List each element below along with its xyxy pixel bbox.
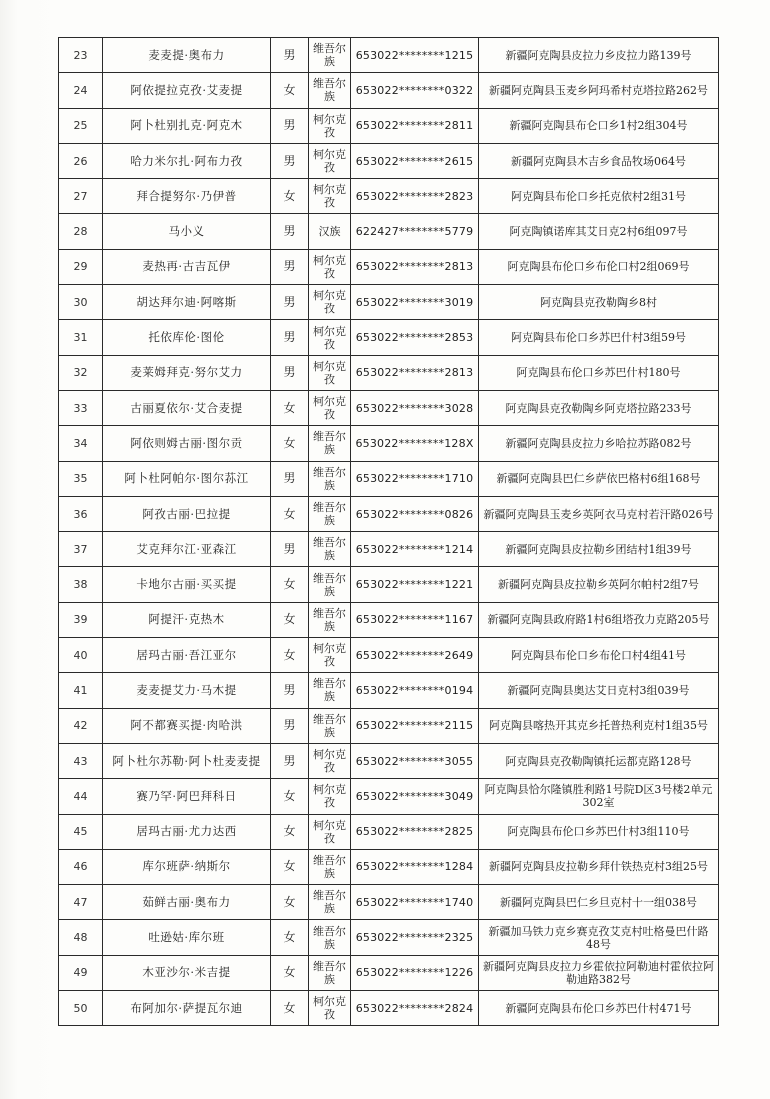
person-name-cell: 阿提汗·克热木 [103, 602, 271, 637]
id-number-cell: 653022********2823 [351, 179, 479, 214]
gender-cell: 男 [271, 108, 309, 143]
ethnicity-cell: 柯尔克孜 [309, 814, 351, 849]
table-row [59, 496, 719, 531]
row-number-cell: 48 [59, 920, 103, 955]
address-cell: 阿克陶县布伦口乡布伦口村4组41号 [479, 638, 719, 673]
row-number-cell: 23 [59, 38, 103, 73]
person-name-cell: 胡达拜尔迪·阿喀斯 [103, 285, 271, 320]
row-number-cell: 39 [59, 602, 103, 637]
address-cell: 阿克陶县克孜勒陶镇托运都克路128号 [479, 743, 719, 778]
person-name-cell: 阿孜古丽·巴拉提 [103, 496, 271, 531]
table-row [59, 285, 719, 320]
row-number-cell: 44 [59, 779, 103, 814]
address-cell: 新疆加马铁力克乡赛克孜艾克村吐格曼巴什路48号 [479, 920, 719, 955]
address-cell: 新疆阿克陶县玉麦乡英阿衣马克村若汗路026号 [479, 496, 719, 531]
address-cell: 新疆阿克陶县巴仁乡萨依巴格村6组168号 [479, 461, 719, 496]
address-cell: 新疆阿克陶县皮拉力乡霍依拉阿勒迪村霍依拉阿勒迪路382号 [479, 955, 719, 990]
address-cell: 阿克陶镇诺库其艾日克2村6组097号 [479, 214, 719, 249]
ethnicity-cell: 维吾尔族 [309, 38, 351, 73]
gender-cell: 女 [271, 179, 309, 214]
address-cell: 阿克陶县克孜勒陶乡8村 [479, 285, 719, 320]
gender-cell: 男 [271, 249, 309, 284]
person-name-cell: 麦莱姆拜克·努尔艾力 [103, 355, 271, 390]
row-number-cell: 36 [59, 496, 103, 531]
gender-cell: 女 [271, 779, 309, 814]
address-cell: 新疆阿克陶县巴仁乡旦克村十一组038号 [479, 885, 719, 920]
ethnicity-cell: 维吾尔族 [309, 426, 351, 461]
row-number-cell: 30 [59, 285, 103, 320]
row-number-cell: 35 [59, 461, 103, 496]
address-cell: 阿克陶县恰尔隆镇胜利路1号院D区3号楼2单元302室 [479, 779, 719, 814]
ethnicity-cell: 柯尔克孜 [309, 108, 351, 143]
id-number-cell: 653022********2824 [351, 991, 479, 1026]
id-number-cell: 653022********2853 [351, 320, 479, 355]
id-number-cell: 653022********1214 [351, 532, 479, 567]
ethnicity-cell: 柯尔克孜 [309, 638, 351, 673]
table-row [59, 920, 719, 955]
person-name-cell: 布阿加尔·萨提瓦尔迪 [103, 991, 271, 1026]
address-cell: 新疆阿克陶县木吉乡食品牧场064号 [479, 143, 719, 178]
id-number-cell: 653022********1710 [351, 461, 479, 496]
table-row [59, 108, 719, 143]
ethnicity-cell: 维吾尔族 [309, 73, 351, 108]
row-number-cell: 41 [59, 673, 103, 708]
row-number-cell: 42 [59, 708, 103, 743]
ethnicity-cell: 维吾尔族 [309, 708, 351, 743]
table-row [59, 673, 719, 708]
gender-cell: 女 [271, 991, 309, 1026]
table-row [59, 567, 719, 602]
row-number-cell: 40 [59, 638, 103, 673]
row-number-cell: 28 [59, 214, 103, 249]
row-number-cell: 34 [59, 426, 103, 461]
table-row [59, 708, 719, 743]
id-number-cell: 653022********2811 [351, 108, 479, 143]
table-row [59, 885, 719, 920]
row-number-cell: 38 [59, 567, 103, 602]
ethnicity-cell: 柯尔克孜 [309, 390, 351, 425]
row-number-cell: 45 [59, 814, 103, 849]
person-name-cell: 麦麦提艾力·马木提 [103, 673, 271, 708]
address-cell: 新疆阿克陶县皮拉力乡哈拉苏路082号 [479, 426, 719, 461]
ethnicity-cell: 维吾尔族 [309, 885, 351, 920]
gender-cell: 女 [271, 496, 309, 531]
person-name-cell: 阿不都赛买提·肉哈洪 [103, 708, 271, 743]
id-number-cell: 653022********0194 [351, 673, 479, 708]
ethnicity-cell: 柯尔克孜 [309, 779, 351, 814]
row-number-cell: 31 [59, 320, 103, 355]
table-row [59, 143, 719, 178]
gender-cell: 男 [271, 673, 309, 708]
row-number-cell: 50 [59, 991, 103, 1026]
table-row [59, 814, 719, 849]
id-number-cell: 653022********1167 [351, 602, 479, 637]
person-name-cell: 木亚沙尔·米吉提 [103, 955, 271, 990]
ethnicity-cell: 维吾尔族 [309, 567, 351, 602]
id-number-cell: 653022********3019 [351, 285, 479, 320]
table-row [59, 991, 719, 1026]
table-row [59, 602, 719, 637]
gender-cell: 男 [271, 532, 309, 567]
row-number-cell: 32 [59, 355, 103, 390]
address-cell: 新疆阿克陶县奥达艾日克村3组039号 [479, 673, 719, 708]
gender-cell: 男 [271, 143, 309, 178]
person-name-cell: 麦麦提·奥布力 [103, 38, 271, 73]
roster-table-body [59, 38, 719, 1026]
table-row [59, 38, 719, 73]
table-row [59, 214, 719, 249]
roster-table [58, 37, 719, 1026]
ethnicity-cell: 维吾尔族 [309, 955, 351, 990]
ethnicity-cell: 柯尔克孜 [309, 143, 351, 178]
ethnicity-cell: 汉族 [309, 214, 351, 249]
ethnicity-cell: 维吾尔族 [309, 496, 351, 531]
row-number-cell: 46 [59, 849, 103, 884]
id-number-cell: 653022********2615 [351, 143, 479, 178]
id-number-cell: 653022********2813 [351, 355, 479, 390]
ethnicity-cell: 柯尔克孜 [309, 249, 351, 284]
person-name-cell: 居玛古丽·吾江亚尔 [103, 638, 271, 673]
gender-cell: 男 [271, 38, 309, 73]
address-cell: 阿克陶县布伦口乡苏巴什村3组59号 [479, 320, 719, 355]
person-name-cell: 拜合提努尔·乃伊普 [103, 179, 271, 214]
table-row [59, 955, 719, 990]
gender-cell: 男 [271, 285, 309, 320]
row-number-cell: 24 [59, 73, 103, 108]
address-cell: 新疆阿克陶县政府路1村6组塔孜力克路205号 [479, 602, 719, 637]
person-name-cell: 古丽夏依尔·艾合麦提 [103, 390, 271, 425]
gender-cell: 女 [271, 638, 309, 673]
id-number-cell: 653022********2325 [351, 920, 479, 955]
table-row [59, 532, 719, 567]
gender-cell: 男 [271, 214, 309, 249]
address-cell: 新疆阿克陶县皮拉勒乡英阿尔帕村2组7号 [479, 567, 719, 602]
id-number-cell: 653022********2649 [351, 638, 479, 673]
ethnicity-cell: 维吾尔族 [309, 461, 351, 496]
address-cell: 新疆阿克陶县玉麦乡阿玛希村克塔拉路262号 [479, 73, 719, 108]
person-name-cell: 阿依则姆古丽·图尔贡 [103, 426, 271, 461]
person-name-cell: 吐逊姑·库尔班 [103, 920, 271, 955]
id-number-cell: 653022********1215 [351, 38, 479, 73]
id-number-cell: 653022********1740 [351, 885, 479, 920]
id-number-cell: 653022********1221 [351, 567, 479, 602]
person-name-cell: 阿依提拉克孜·艾麦提 [103, 73, 271, 108]
table-row [59, 743, 719, 778]
address-cell: 阿克陶县克孜勒陶乡阿克塔拉路233号 [479, 390, 719, 425]
person-name-cell: 居玛古丽·尤力达西 [103, 814, 271, 849]
table-row [59, 461, 719, 496]
gender-cell: 女 [271, 885, 309, 920]
person-name-cell: 茹鲜古丽·奥布力 [103, 885, 271, 920]
id-number-cell: 653022********3028 [351, 390, 479, 425]
table-row [59, 73, 719, 108]
id-number-cell: 653022********2115 [351, 708, 479, 743]
gender-cell: 男 [271, 355, 309, 390]
id-number-cell: 653022********2813 [351, 249, 479, 284]
gender-cell: 男 [271, 708, 309, 743]
address-cell: 阿克陶县布伦口乡苏巴什村3组110号 [479, 814, 719, 849]
table-row [59, 426, 719, 461]
table-row [59, 249, 719, 284]
person-name-cell: 赛乃罕·阿巴拜科日 [103, 779, 271, 814]
id-number-cell: 653022********2825 [351, 814, 479, 849]
row-number-cell: 27 [59, 179, 103, 214]
gender-cell: 男 [271, 461, 309, 496]
address-cell: 新疆阿克陶县皮拉勒乡拜什铁热克村3组25号 [479, 849, 719, 884]
row-number-cell: 29 [59, 249, 103, 284]
gender-cell: 女 [271, 567, 309, 602]
id-number-cell: 653022********3055 [351, 743, 479, 778]
address-cell: 新疆阿克陶县皮拉力乡皮拉力路139号 [479, 38, 719, 73]
ethnicity-cell: 柯尔克孜 [309, 179, 351, 214]
ethnicity-cell: 维吾尔族 [309, 849, 351, 884]
gender-cell: 男 [271, 743, 309, 778]
address-cell: 新疆阿克陶县皮拉勒乡团结村1组39号 [479, 532, 719, 567]
id-number-cell: 653022********128X [351, 426, 479, 461]
row-number-cell: 25 [59, 108, 103, 143]
id-number-cell: 653022********1284 [351, 849, 479, 884]
address-cell: 新疆阿克陶县布仑口乡1村2组304号 [479, 108, 719, 143]
ethnicity-cell: 柯尔克孜 [309, 743, 351, 778]
address-cell: 阿克陶县布伦口乡苏巴什村180号 [479, 355, 719, 390]
id-number-cell: 622427********5779 [351, 214, 479, 249]
gender-cell: 女 [271, 73, 309, 108]
gender-cell: 男 [271, 320, 309, 355]
ethnicity-cell: 维吾尔族 [309, 602, 351, 637]
gender-cell: 女 [271, 814, 309, 849]
person-name-cell: 艾克拜尔江·亚森江 [103, 532, 271, 567]
address-cell: 新疆阿克陶县布伦口乡苏巴什村471号 [479, 991, 719, 1026]
table-row [59, 779, 719, 814]
ethnicity-cell: 柯尔克孜 [309, 355, 351, 390]
ethnicity-cell: 柯尔克孜 [309, 991, 351, 1026]
person-name-cell: 卡地尔古丽·买买提 [103, 567, 271, 602]
ethnicity-cell: 维吾尔族 [309, 920, 351, 955]
gender-cell: 女 [271, 955, 309, 990]
row-number-cell: 47 [59, 885, 103, 920]
person-name-cell: 托依库伦·图伦 [103, 320, 271, 355]
person-name-cell: 麦热再·古吉瓦伊 [103, 249, 271, 284]
address-cell: 阿克陶县喀热开其克乡托普热利克村1组35号 [479, 708, 719, 743]
table-row [59, 849, 719, 884]
ethnicity-cell: 维吾尔族 [309, 673, 351, 708]
table-row [59, 179, 719, 214]
gender-cell: 女 [271, 602, 309, 637]
row-number-cell: 43 [59, 743, 103, 778]
address-cell: 阿克陶县布伦口乡布伦口村2组069号 [479, 249, 719, 284]
gender-cell: 女 [271, 920, 309, 955]
ethnicity-cell: 柯尔克孜 [309, 285, 351, 320]
gender-cell: 女 [271, 390, 309, 425]
gender-cell: 女 [271, 849, 309, 884]
id-number-cell: 653022********0322 [351, 73, 479, 108]
address-cell: 阿克陶县布伦口乡托克依村2组31号 [479, 179, 719, 214]
table-row [59, 320, 719, 355]
row-number-cell: 33 [59, 390, 103, 425]
row-number-cell: 49 [59, 955, 103, 990]
person-name-cell: 马小义 [103, 214, 271, 249]
person-name-cell: 阿卜杜别扎克·阿克木 [103, 108, 271, 143]
table-row [59, 390, 719, 425]
id-number-cell: 653022********3049 [351, 779, 479, 814]
person-name-cell: 阿卜杜尔苏勒·阿卜杜麦麦提 [103, 743, 271, 778]
row-number-cell: 26 [59, 143, 103, 178]
gender-cell: 女 [271, 426, 309, 461]
id-number-cell: 653022********1226 [351, 955, 479, 990]
person-name-cell: 阿卜杜阿帕尔·图尔荪江 [103, 461, 271, 496]
id-number-cell: 653022********0826 [351, 496, 479, 531]
ethnicity-cell: 维吾尔族 [309, 532, 351, 567]
table-row [59, 355, 719, 390]
person-name-cell: 哈力米尔扎·阿布力孜 [103, 143, 271, 178]
table-row [59, 638, 719, 673]
row-number-cell: 37 [59, 532, 103, 567]
ethnicity-cell: 柯尔克孜 [309, 320, 351, 355]
person-name-cell: 库尔班萨·纳斯尔 [103, 849, 271, 884]
